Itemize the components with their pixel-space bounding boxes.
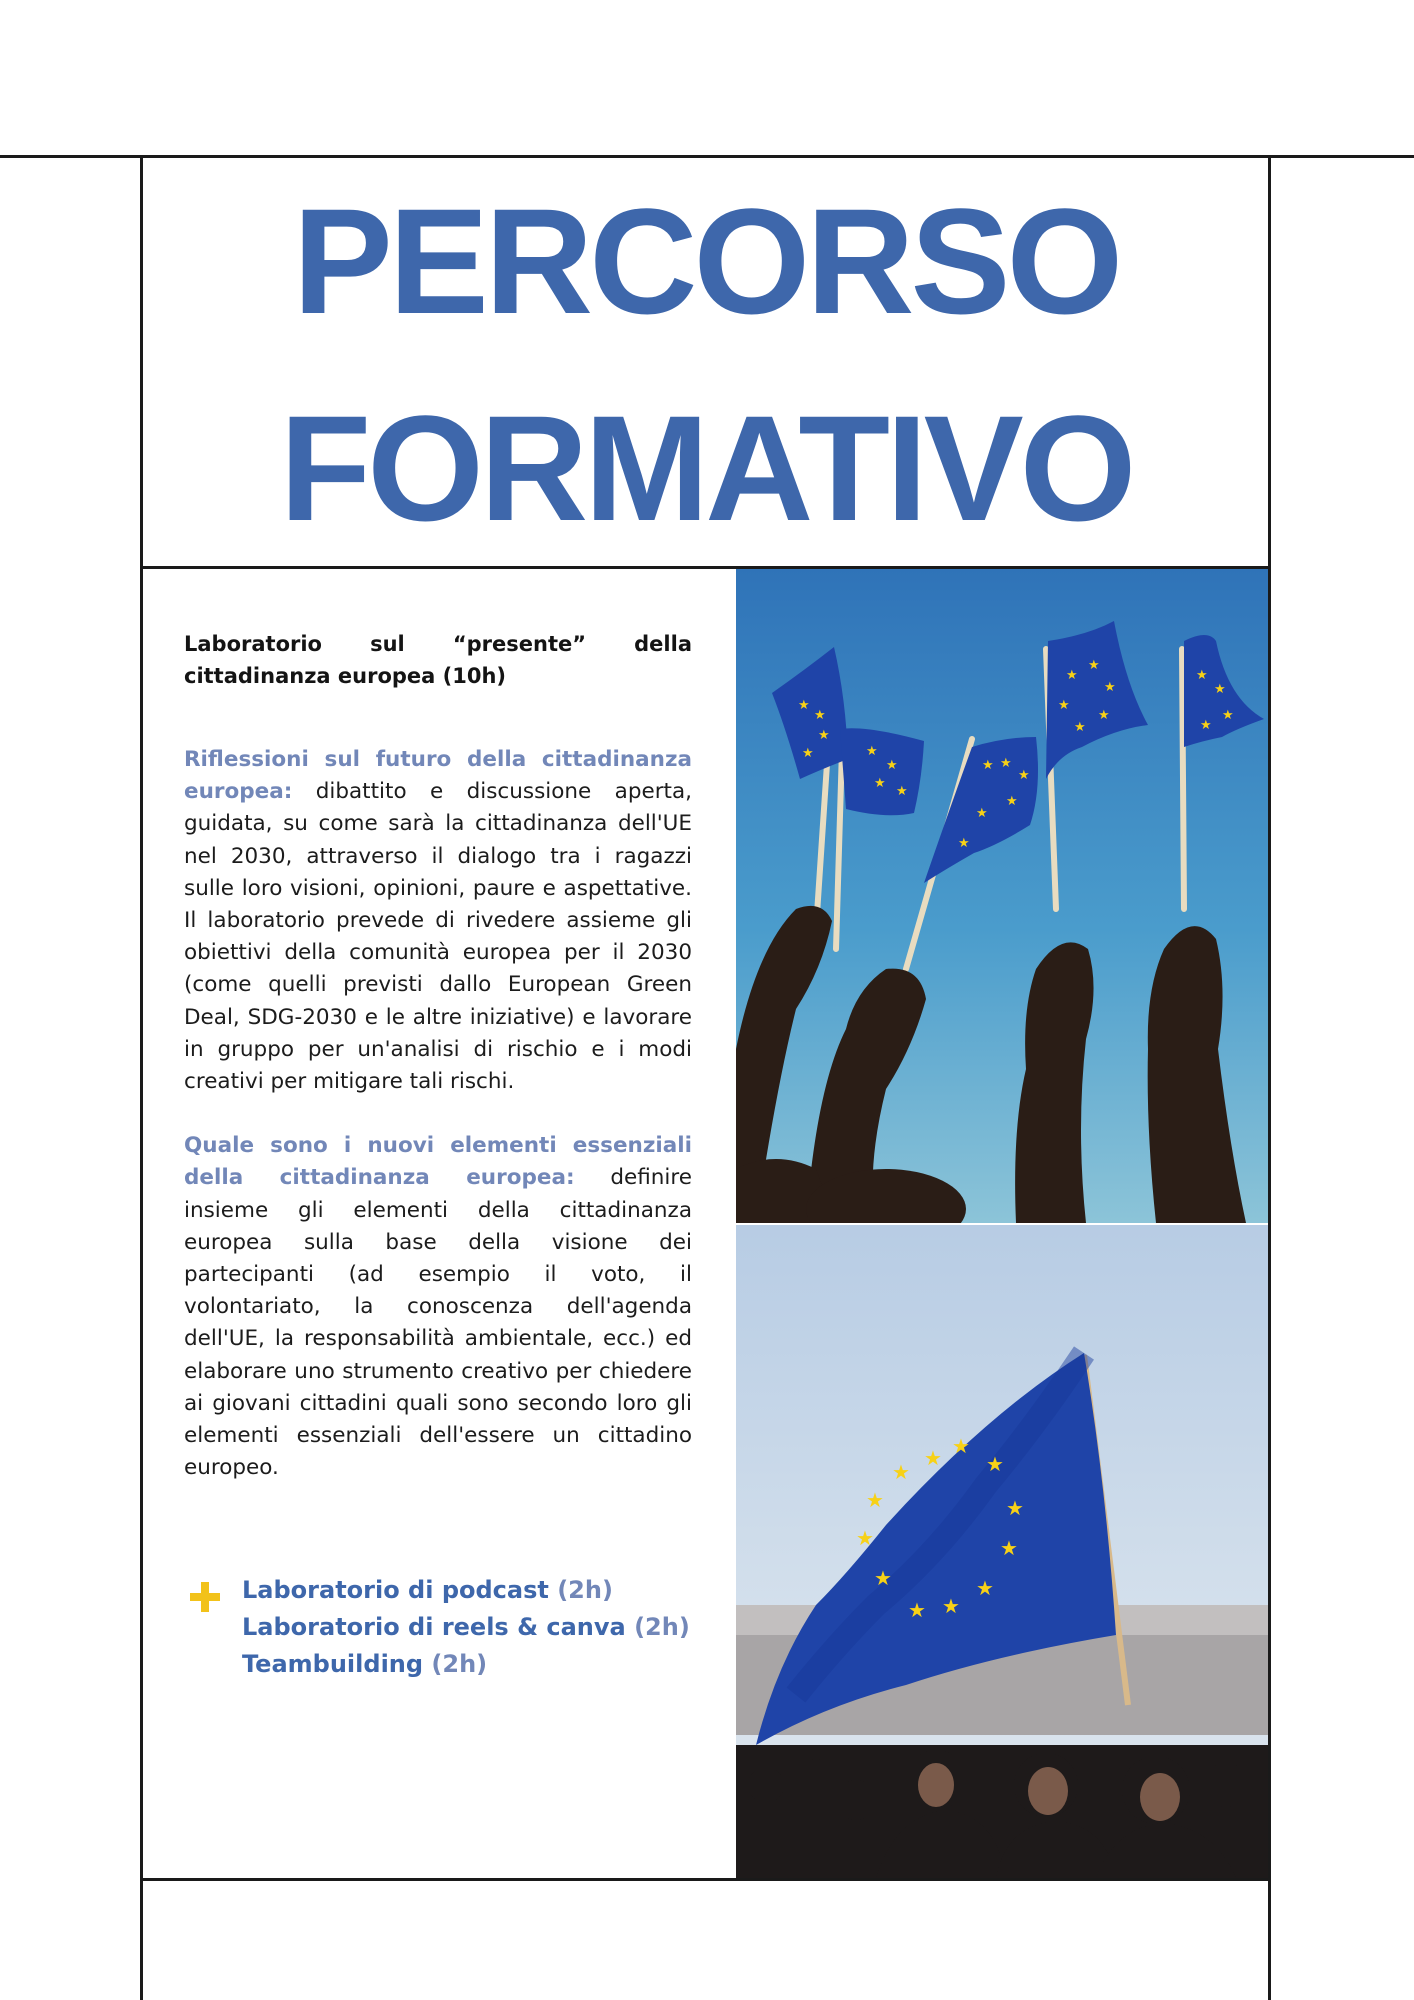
- workshop-item: [242, 1646, 722, 1683]
- paragraph-future-lead: Riflessioni sul futuro della cittadinanza europea:: [184, 747, 692, 805]
- svg-text:★: ★: [802, 746, 814, 761]
- svg-text:★: ★: [874, 1566, 892, 1590]
- title-line-1: PERCORSO: [292, 177, 1120, 345]
- svg-text:★: ★: [1222, 708, 1234, 723]
- svg-text:★: ★: [952, 1434, 970, 1458]
- paragraph-essentials: [184, 1130, 692, 1484]
- svg-text:★: ★: [942, 1594, 960, 1618]
- plus-icon: [190, 1582, 220, 1612]
- lab-title: Laboratorio sul “presente” della cittadinanza europea (10h): [184, 632, 692, 688]
- svg-text:★: ★: [908, 1598, 926, 1622]
- svg-text:★: ★: [958, 836, 970, 851]
- svg-text:★: ★: [798, 698, 810, 713]
- svg-text:★: ★: [856, 1526, 874, 1550]
- svg-text:★: ★: [1104, 680, 1116, 695]
- paragraph-essentials-lead: Quale sono i nuovi elementi essenziali della cittadinanza europea:: [184, 1133, 692, 1191]
- svg-text:★: ★: [886, 758, 898, 773]
- svg-text:★: ★: [1200, 718, 1212, 733]
- svg-text:★: ★: [1006, 794, 1018, 809]
- paragraph-future-body: dibattito e discussione aperta, guidata, su come sarà la cittadinanza dell'UE nel 2030, attraverso il dialogo tra i ragazzi sulle loro visioni, opinioni, paure e aspettative. Il laboratorio prevede di rivedere assieme gli obiettivi della comunità europea per il 2030 (come quelli previsti dallo European Green Deal, SDG-2030 e le altre iniziative) e lavorare in gruppo per un'analisi di rischio e i modi creativi per mitigare tali rischi.: [184, 779, 692, 1095]
- svg-text:★: ★: [874, 776, 886, 791]
- svg-text:★: ★: [1018, 768, 1030, 783]
- workshop-name: Laboratorio di reels & canva: [242, 1613, 626, 1641]
- svg-text:★: ★: [1196, 668, 1208, 683]
- title-line-2: FORMATIVO: [279, 384, 1133, 552]
- workshop-duration: (2h): [634, 1613, 690, 1641]
- workshop-name: Laboratorio di podcast: [242, 1576, 549, 1604]
- svg-text:★: ★: [1088, 658, 1100, 673]
- workshop-duration: (2h): [431, 1650, 488, 1678]
- svg-text:★: ★: [1006, 1496, 1024, 1520]
- workshop-name: Teambuilding: [242, 1650, 424, 1678]
- svg-text:★: ★: [976, 806, 988, 821]
- description-column: [184, 628, 692, 1484]
- svg-text:★: ★: [1000, 1536, 1018, 1560]
- svg-text:★: ★: [982, 758, 994, 773]
- svg-text:★: ★: [892, 1460, 910, 1484]
- workshop-item: [242, 1572, 722, 1609]
- bottom-divider-line: [140, 1878, 1271, 1881]
- svg-text:★: ★: [986, 1452, 1004, 1476]
- paragraph-future: [184, 744, 692, 1098]
- svg-text:★: ★: [1000, 756, 1012, 771]
- eu-flags-hands-photo: [736, 569, 1268, 1223]
- workshop-duration: (2h): [557, 1576, 613, 1604]
- svg-text:★: ★: [866, 1488, 884, 1512]
- svg-text:★: ★: [1074, 720, 1086, 735]
- svg-text:★: ★: [866, 744, 878, 759]
- svg-text:★: ★: [818, 728, 830, 743]
- frame-top-line: [0, 155, 1414, 158]
- svg-text:★: ★: [1098, 708, 1110, 723]
- svg-text:★: ★: [976, 1576, 994, 1600]
- svg-text:★: ★: [1058, 698, 1070, 713]
- svg-text:★: ★: [896, 784, 908, 799]
- svg-text:★: ★: [814, 708, 826, 723]
- svg-text:★: ★: [1066, 668, 1078, 683]
- svg-text:★: ★: [924, 1446, 942, 1470]
- paragraph-essentials-body: definire insieme gli elementi della cittadinanza europea sulla base della visione dei partecipanti (ad esempio il voto, il volontariato, la conoscenza dell'agenda dell'UE, la responsabilità ambientale, ecc.) ed elaborare uno strumento creativo per chiedere ai giovani cittadini quali sono secondo loro gli elementi essenziali dell'essere un cittadino europeo.: [184, 1165, 692, 1481]
- eu-flag-crowd-photo: [736, 1225, 1268, 1878]
- workshop-item: [242, 1609, 722, 1646]
- svg-text:★: ★: [1214, 682, 1226, 697]
